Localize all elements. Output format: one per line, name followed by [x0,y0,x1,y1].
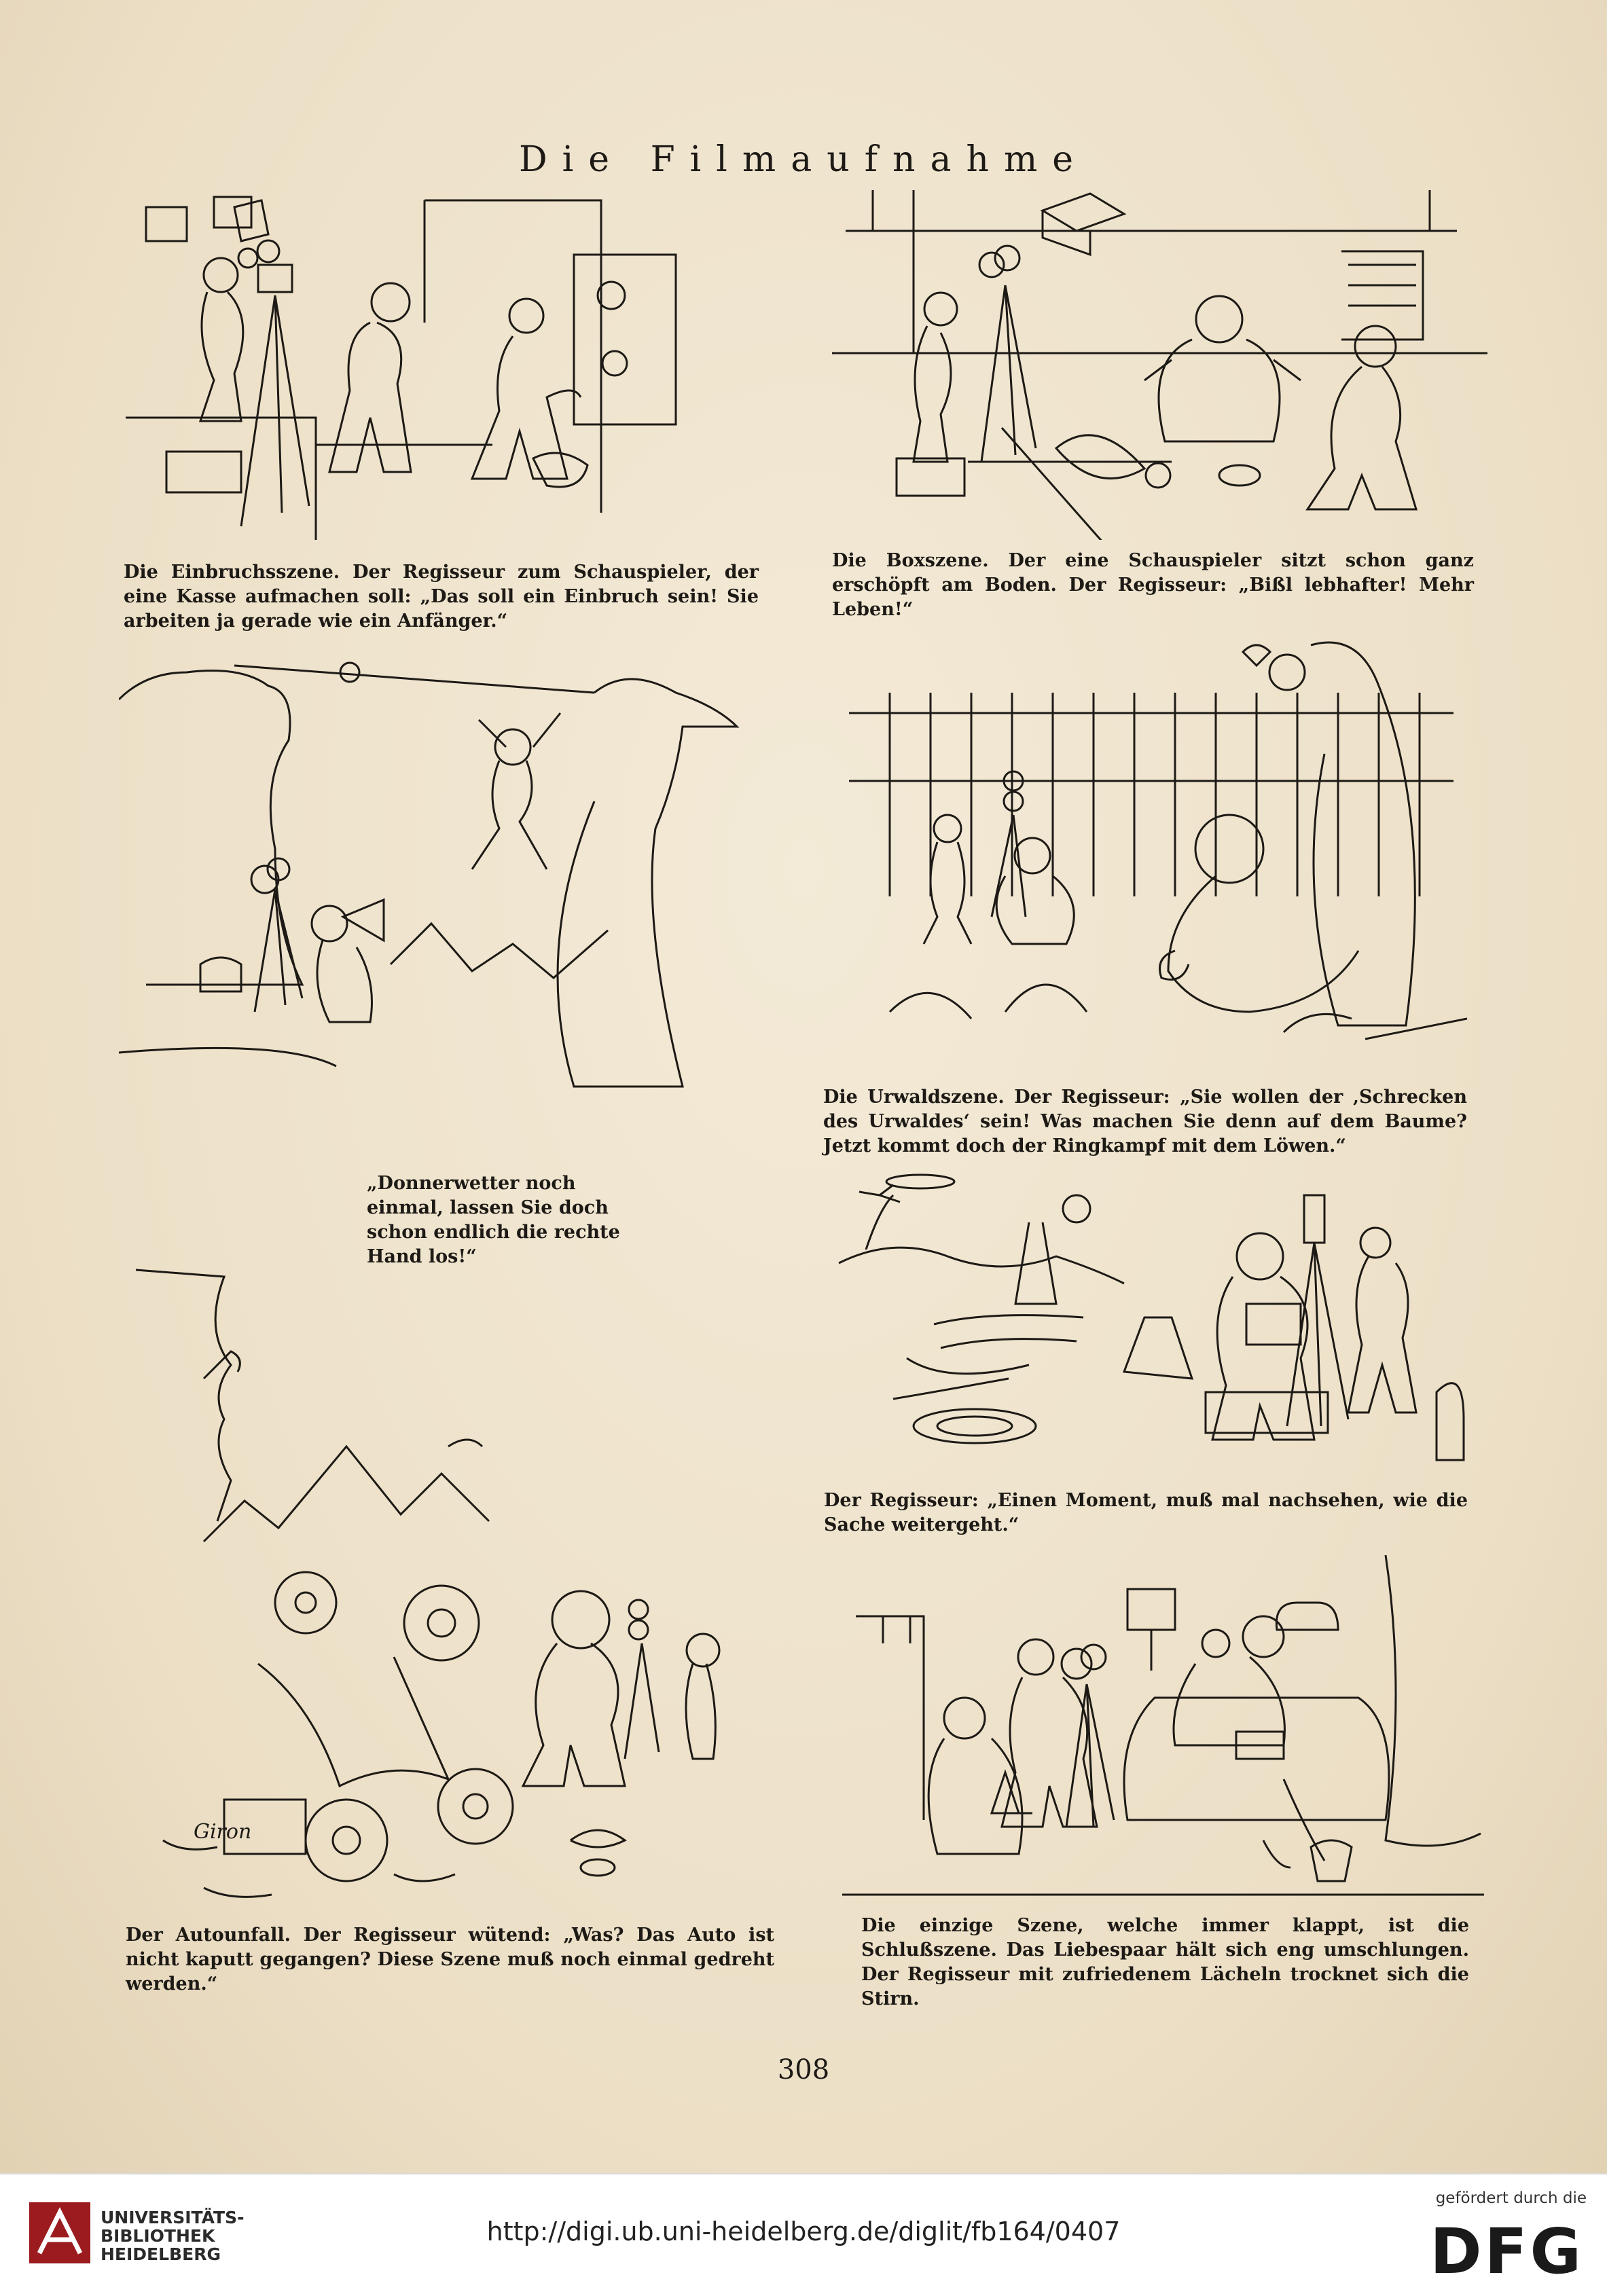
cartoon-boxing-scene [832,190,1487,540]
funding-label: gefördert durch die [1435,2189,1587,2207]
permalink-url[interactable]: http://digi.ub.uni-heidelberg.de/diglit/fb164/0407 [486,2217,1121,2246]
cartoon-cliff-rope-scene [119,645,771,1120]
cartoon-swamp-crocodile-scene [825,1168,1474,1501]
caption-boxing: Die Boxszene. Der eine Schauspieler sitzt schon ganz erschöpft am Boden. Der Regisseur: „Bißl lebhafter! Mehr Leben!“ [832,550,1474,620]
cartoon-jungle-lion-scene [835,632,1487,1066]
page-title: Die Filmaufnahme [518,139,1089,180]
digitization-footer [0,2173,1607,2296]
caption-cliff: „Donnerwetter noch einmal, lassen Sie doch schon endlich die rechte Hand los!“ [367,1173,620,1267]
library-name-line: HEIDELBERG [101,2244,221,2264]
artist-signature: Giron [194,1820,252,1844]
library-name-line: BIBLIOTHEK [101,2226,215,2246]
dfg-logo: DFG [1430,2215,1584,2288]
cartoon-final-love-scene [842,1555,1484,1908]
library-name-line: UNIVERSITÄTS- [101,2208,245,2227]
caption-jungle: Die Urwaldszene. Der Regisseur: „Sie wollen der ‚Schrecken des Urwaldes‘ sein! Was machen Sie denn auf dem Baume? Jetzt kommt doch der Ringkampf mit dem Löwen.“ [823,1087,1467,1156]
cartoon-burglary-scene [126,187,761,540]
page-number: 308 [777,2054,830,2085]
caption-swamp: Der Regisseur: „Einen Moment, muß mal nachsehen, wie die Sache weitergeht.“ [824,1490,1468,1535]
caption-burglary: Die Einbruchsszene. Der Regisseur zum Schauspieler, der eine Kasse aufmachen soll: „Das soll ein Einbruch sein! Sie arbeiten ja gerade wie ein Anfänger.“ [124,562,759,632]
caption-final-scene: Die einzige Szene, welche immer klappt, ist die Schlußszene. Das Liebespaar hält sich eng umschlungen. Der Regisseur mit zufriedenem Lächeln trocknet sich die Stirn. [861,1915,1469,2009]
caption-car-accident: Der Autounfall. Der Regisseur wütend: „Was? Das Auto ist nicht kaputt gegangen? Diese Szene muß noch einmal gedreht werden.“ [126,1925,774,1994]
